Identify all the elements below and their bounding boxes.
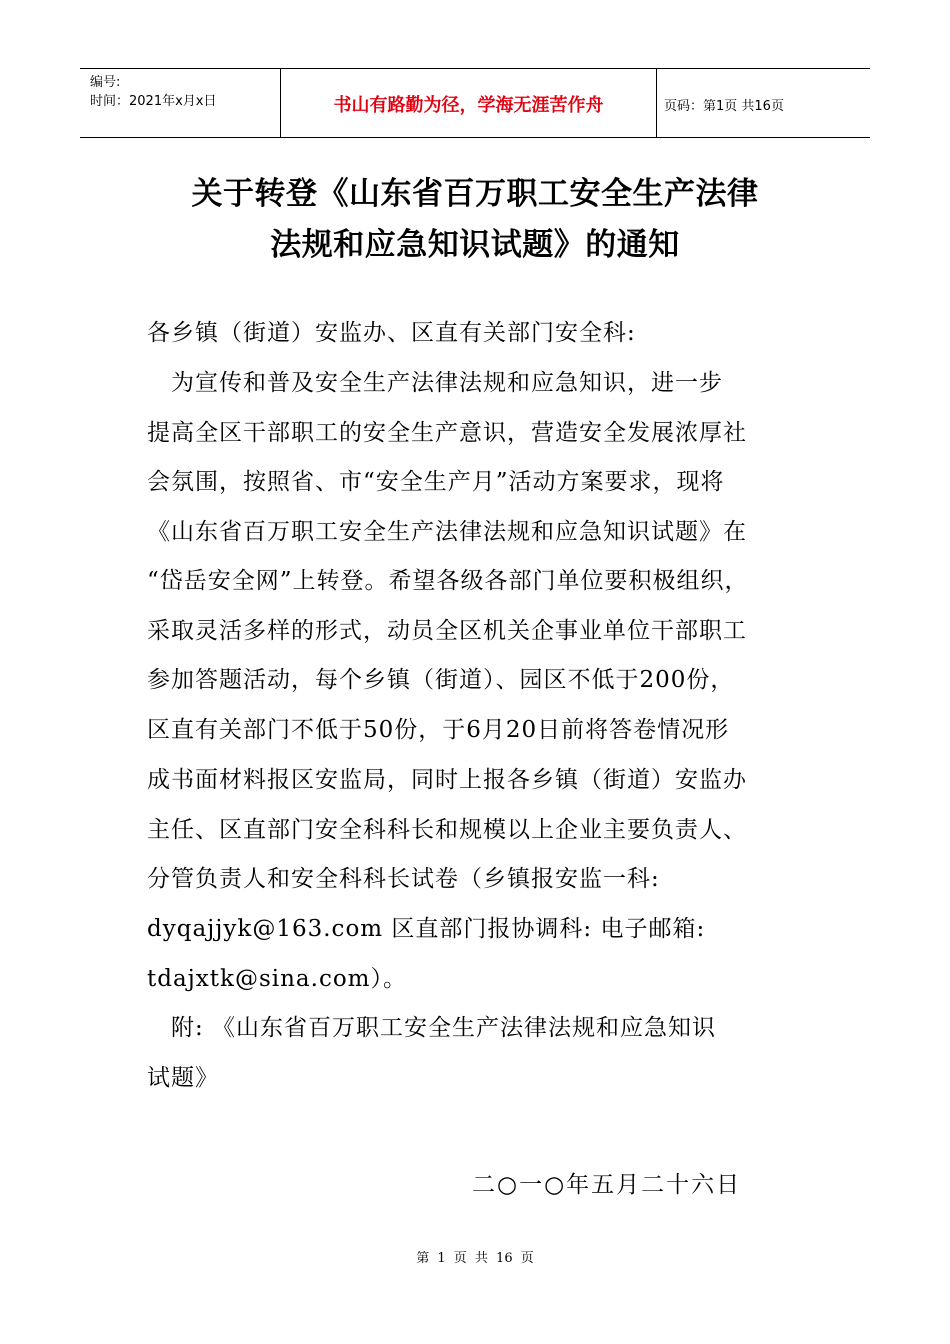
body-line: 《山东省百万职工安全生产法律法规和应急知识试题》在	[147, 519, 747, 545]
email-line: dyqajjyk@163.com 区直部门报协调科: 电子邮箱:	[147, 916, 706, 942]
body-line: 分管负责人和安全科科长试卷（乡镇报安监一科:	[147, 866, 660, 892]
body-line: 主任、区直部门安全科科长和规模以上企业主要负责人、	[147, 817, 747, 843]
number-label: 编号:	[90, 75, 121, 90]
attachment-line: 试题》	[147, 1065, 219, 1091]
body-line: 为宣传和普及安全生产法律法规和应急知识，进一步	[147, 370, 723, 396]
page-footer: 第 1 页 共 16 页	[416, 1251, 534, 1266]
header-meta	[80, 69, 281, 137]
attachment-line: 附: 《山东省百万职工安全生产法律法规和应急知识	[147, 1015, 717, 1041]
body-line: 会氛围，按照省、市“安全生产月”活动方案要求，现将	[147, 469, 725, 495]
body-line: 区直有关部门不低于50份，于6月20日前将答卷情况形	[147, 717, 730, 743]
document-date: 二○一○年五月二十六日	[472, 1172, 742, 1198]
document-title-line-1: 关于转登《山东省百万职工安全生产法律	[191, 176, 759, 212]
body-line: 提高全区干部职工的安全生产意识，营造安全发展浓厚社	[147, 420, 747, 446]
document-title-line-2: 法规和应急知识试题》的通知	[270, 227, 680, 263]
body-line: 采取灵活多样的形式，动员全区机关企事业单位干部职工	[147, 618, 747, 644]
body-line: 参加答题活动，每个乡镇（街道）、园区不低于200份，	[147, 667, 735, 693]
page-header	[80, 68, 870, 138]
time-label: 时间：2021年x月x日	[90, 94, 217, 109]
body-line: “岱岳安全网”上转登。希望各级各部门单位要积极组织，	[147, 568, 749, 594]
body-line: 成书面材料报区安监局，同时上报各乡镇（街道）安监办	[147, 767, 747, 793]
header-page-info: 页码：第1页 共16页	[664, 98, 784, 114]
header-motto: 书山有路勤为径，学海无涯苦作舟	[281, 69, 657, 137]
email-line: tdajxtk@sina.com）。	[147, 966, 407, 992]
salutation: 各乡镇（街道）安监办、区直有关部门安全科:	[147, 320, 636, 346]
